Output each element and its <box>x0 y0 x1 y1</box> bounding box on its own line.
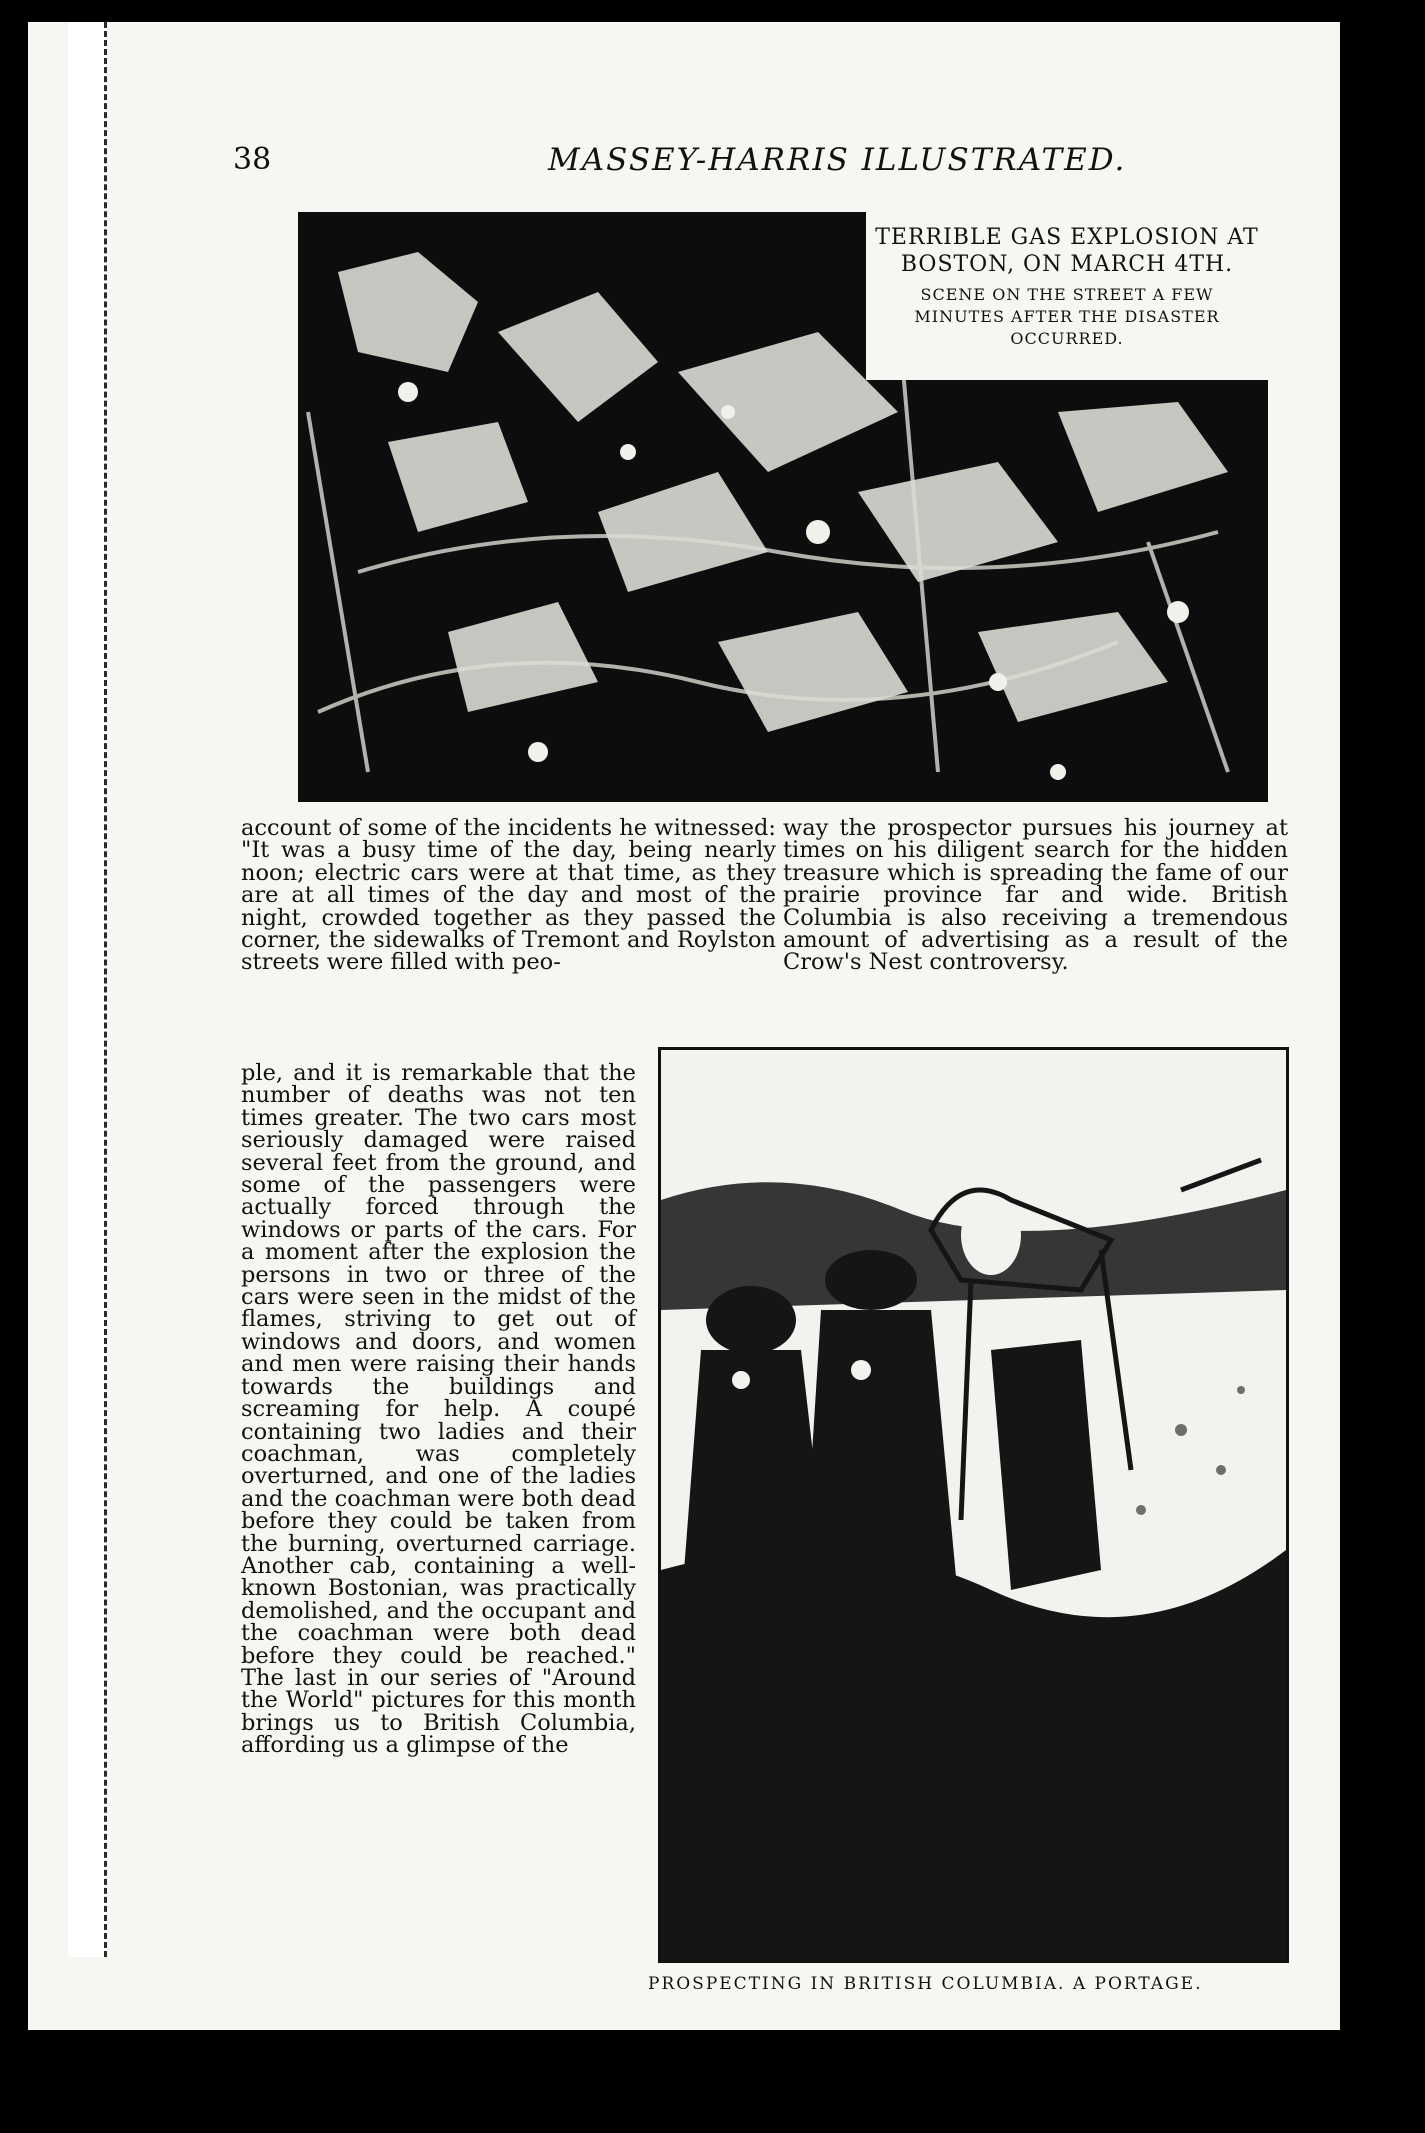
explosion-caption <box>866 212 1268 380</box>
explosion-caption-title: TERRIBLE GAS EXPLOSION AT BOSTON, ON MARCH 4TH. <box>875 225 1259 277</box>
page-header <box>28 142 1340 192</box>
page-content <box>28 22 1340 2030</box>
scanned-page <box>28 22 1340 2030</box>
article-left-column-bottom: ple, and it is remarkable that the number of deaths was not ten times greater. The two cars most seriously damaged were raised several feet from the ground, and some of the passengers were actually forced through the windows or parts of the cars. For a moment after the explosion the persons in two or three of the cars were seen in the midst of the flames, striving to get out of windows and doors, and women and men were raising their hands towards the buildings and screaming for help. A coupé containing two ladies and their coachman, was completely overturned, and one of the ladies and the coachman were both dead before they could be taken from the burning, overturned carriage. Another cab, containing a well-known Bostonian, was practically demolished, and the occupant and the coachman were both dead before they could be reached." The last in our series of "Around the World" pictures for this month brings us to British Columbia, affording us a glimpse of the <box>241 1060 636 1759</box>
scan-border-bottom <box>28 2030 1340 2133</box>
prospecting-illustration-image <box>661 1050 1286 1960</box>
prospecting-caption: PROSPECTING IN BRITISH COLUMBIA. A PORTAGE. <box>648 1974 1203 1994</box>
article-right-column: way the prospector pursues his journey at times on his diligent search for the hidden treasure which is spreading the fame of our prairie province far and wide. British Columbia is also receiving a tremendous amount of advertising as a result of the Crow's Nest controversy. <box>783 815 1288 976</box>
page-number: 38 <box>233 142 272 177</box>
prospecting-illustration <box>658 1047 1289 1963</box>
explosion-photo <box>298 212 1268 802</box>
article-left-column-top: account of some of the incidents he witnessed: "It was a busy time of the day, being nearly noon; electric cars were at that time, as they are at all times of the day and most of the night, crowded together as they passed the corner, the sidewalks of Tremont and Roylston streets were filled with peo- <box>241 815 776 976</box>
running-title: MASSEY-HARRIS ILLUSTRATED. <box>548 142 1127 178</box>
explosion-caption-subtitle: SCENE ON THE STREET A FEW MINUTES AFTER THE DISASTER OCCURRED. <box>914 285 1220 348</box>
